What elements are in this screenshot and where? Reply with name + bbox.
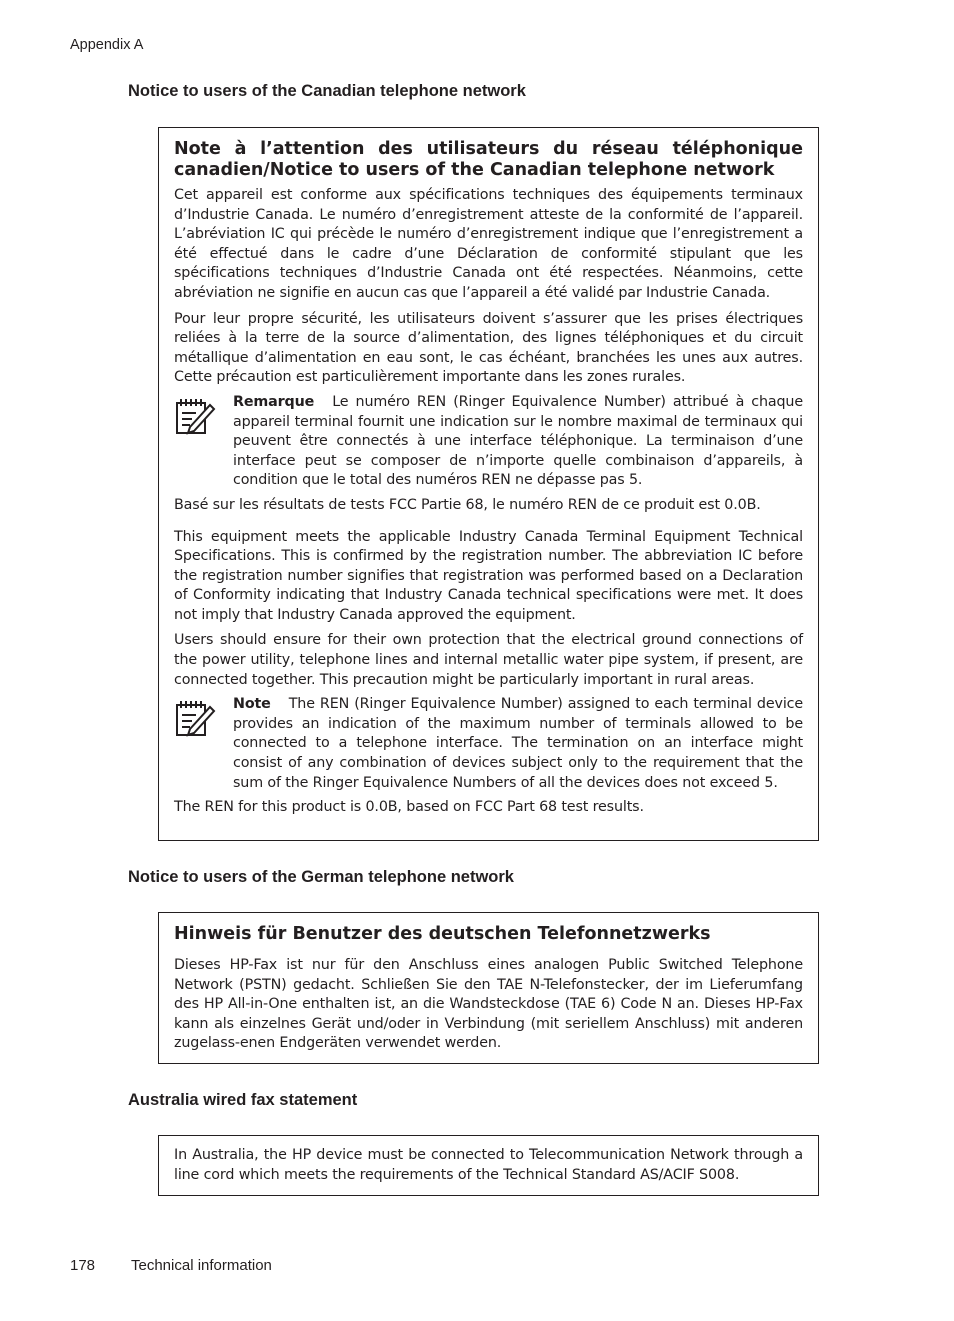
canada-fr-note bbox=[174, 393, 803, 491]
canada-en-paragraph-2: Users should ensure for their own protection that the electrical ground connections of the power utility, telephone lines and internal metallic water pipe system, if present, are connected together. This precaution might be particularly important in rural areas. bbox=[174, 632, 803, 688]
note-pad-pencil-icon bbox=[174, 697, 218, 739]
canada-en-note-label: Note bbox=[233, 696, 271, 713]
canada-box-title: Note à l’attention des utilisateurs du réseau téléphonique canadien/Notice to users of the Canadian telephone network bbox=[174, 139, 803, 180]
page-number: 178 bbox=[70, 1257, 96, 1274]
australia-notice-box bbox=[158, 1135, 819, 1196]
canada-fr-note-label: Remarque bbox=[233, 393, 315, 410]
section-heading-germany: Notice to users of the German telephone network bbox=[128, 868, 514, 886]
canada-en-paragraph-1: This equipment meets the applicable Industry Canada Terminal Equipment Technical Specifications. This is confirmed by the registration number. The abbreviation IC before the registration number signifies that registration was performed based on a Declaration of Conformity indicating that Industry Canada technical specifications were met. It does not imply that Industry Canada approved the equipment. bbox=[174, 528, 803, 623]
germany-notice-box bbox=[158, 912, 819, 1064]
canada-fr-paragraph-2: Pour leur propre sécurité, les utilisateurs doivent s’assurer que les prises électriques reliées à la terre de la source d’alimentation, des lignes téléphoniques et du circuit métallique d’alimentation en eau sont, le cas échéant, branchées les unes aux autres. Cette précaution est particulièrement importante dans les zones rurales. bbox=[174, 310, 803, 386]
canada-en-note-content bbox=[233, 695, 803, 793]
section-heading-australia: Australia wired fax statement bbox=[128, 1091, 358, 1109]
running-head: Appendix A bbox=[70, 37, 144, 53]
section-heading-canada: Notice to users of the Canadian telephone network bbox=[128, 82, 526, 100]
canada-notice-box bbox=[158, 127, 819, 841]
canada-fr-note-content bbox=[233, 393, 803, 491]
note-pad-pencil-icon bbox=[174, 395, 218, 437]
canada-fr-note-text: Le numéro REN (Ringer Equivalence Number) attribué à chaque appareil terminal fournit une indication sur le nombre maximal de terminaux qui peuvent être connectés à une interface téléphonique. La terminaison d’une interface peut se composer de n’importe quelle combinaison d’appareils, à condition que le total des numéros REN ne dépasse pas 5. bbox=[233, 393, 803, 489]
canada-en-paragraph-3: The REN for this product is 0.0B, based on FCC Part 68 test results. bbox=[174, 799, 644, 816]
canada-fr-paragraph-3: Basé sur les résultats de tests FCC Partie 68, le numéro REN de ce produit est 0.0B. bbox=[174, 496, 761, 513]
germany-box-title: Hinweis für Benutzer des deutschen Telefonnetzwerks bbox=[174, 924, 711, 944]
canada-en-note bbox=[174, 695, 803, 793]
canada-fr-paragraph-1: Cet appareil est conforme aux spécifications techniques des équipements terminaux d’Industrie Canada. Le numéro d’enregistrement atteste de la conformité de l’appareil. L’abréviation IC qui précède le numéro d’enregistrement indique que l’enregistrement a été effectué dans le cadre d’une Déclaration de conformité stipulant que les spécifications techniques d’Industrie Canada ont été respectées. Néanmoins, cette abréviation ne signifie en aucun cas que l’appareil a été validé par Industrie Canada. bbox=[174, 187, 803, 301]
germany-paragraph: Dieses HP-Fax ist nur für den Anschluss eines analogen Public Switched Telephone Network (PSTN) gedacht. Schließen Sie den TAE N-Telefonstecker, der im Lieferumfang des HP All-in-One enthalten ist, an die Wandsteckdose (TAE 6) Code N an. Dieses HP-Fax kann als einzelnes Gerät und/oder in Verbindung (mit seriellem Anschluss) mit anderen zugelass-enen Endgeräten verwendet werden. bbox=[174, 957, 803, 1052]
footer-title: Technical information bbox=[131, 1257, 272, 1274]
canada-en-note-text: The REN (Ringer Equivalence Number) assigned to each terminal device provides an indication of the maximum number of terminals allowed to be connected to a telephone interface. The termination on an interface might consist of any combination of devices subject only to the requirement that the sum of the Ringer Equivalence Numbers of all the devices does not exceed 5. bbox=[233, 696, 803, 791]
australia-paragraph: In Australia, the HP device must be connected to Telecommunication Network through a line cord which meets the requirements of the Technical Standard AS/ACIF S008. bbox=[174, 1147, 803, 1183]
